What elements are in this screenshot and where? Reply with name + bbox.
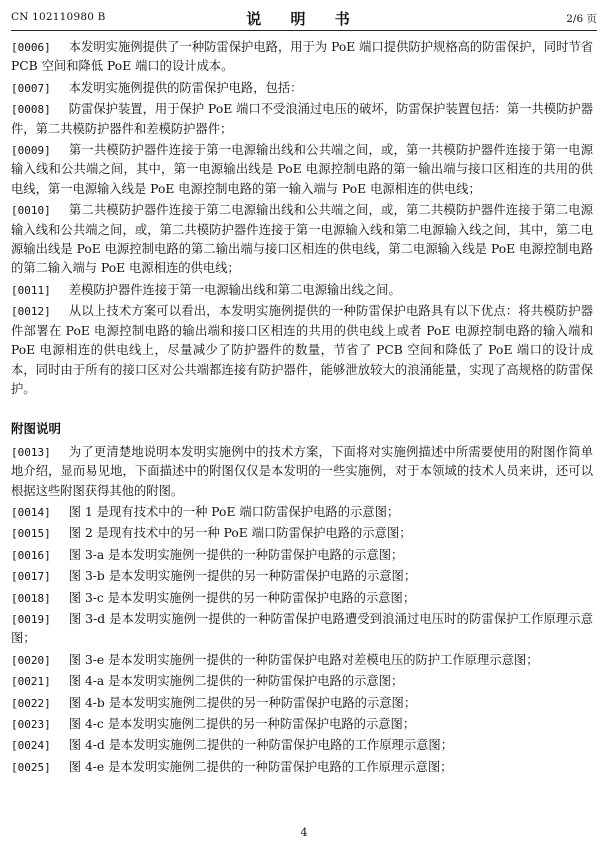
paragraph-text: 图 1 是现有技术中的一种 PoE 端口防雷保护电路的示意图； [68,504,400,519]
paragraph-number: [0009] [11,144,51,158]
paragraph [11,715,593,734]
document-id: CN 102110980 B [11,11,106,23]
paragraph-number: [0018] [11,591,51,605]
paragraph-text: 第二共模防护器件连接于第二电源输出线和公共端之间，或，第二共模防护器件连接于第二电源输入线和公共端之间，或，第二共模防护器件连接于第一电源输入线和第二电源输入线之间，其中，第二电源输出线是 PoE 电源控制电路的第二输出端与接口区相连的供电线，第二电源输入线是 PoE 电源控制电路的第二输入端与 PoE 电源相连的供电线； [11,203,593,276]
paragraph-text: 图 3-c 是本发明实施例一提供的另一种防雷保护电路的示意图； [68,590,416,605]
paragraph [11,141,593,199]
page-number: 4 [300,826,308,839]
paragraph-number: [0024] [11,739,51,753]
paragraph [11,651,593,670]
paragraph-number: [0017] [11,570,51,584]
paragraph [11,503,593,522]
paragraph [11,694,593,713]
paragraph [11,100,593,139]
paragraph-text: 图 2 是现有技术中的另一种 PoE 端口防雷保护电路的示意图； [68,526,412,541]
paragraph-number: [0016] [11,548,51,562]
paragraph-number: [0019] [11,612,51,626]
paragraph-text: 为了更清楚地说明本发明实施例中的技术方案，下面将对实施例描述中所需要使用的附图作简单地介绍，显而易见地，下面描述中的附图仅仅是本发明的一些实施例，对于本领域的技术人员来讲，还可以根据这些附图获得其他的附图。 [11,444,593,498]
paragraph-number: [0025] [11,760,51,774]
paragraph-text: 图 3-a 是本发明实施例一提供的一种防雷保护电路的示意图； [68,547,404,562]
paragraph-text: 图 3-e 是本发明实施例一提供的一种防雷保护电路对差模电压的防护工作原理示意图； [68,652,539,667]
paragraph-text: 图 3-d 是本发明实施例一提供的一种防雷保护电路遭受到浪涌过电压时的防雷保护工作原理示意图； [11,611,593,646]
paragraph-text: 差模防护器件连接于第一电源输出线和第二电源输出线之间。 [68,282,401,297]
paragraph-number: [0010] [11,204,51,218]
page-header [11,8,597,28]
paragraph [11,736,593,755]
paragraph [11,758,593,777]
paragraph-group-summary [11,38,593,399]
document-title: 说 明 书 [246,10,362,28]
paragraph [11,38,593,77]
header-rule [11,30,597,31]
paragraph-text: 第一共模防护器件连接于第一电源输出线和公共端之间，或，第一共模防护器件连接于第一电源输入线和公共端之间，其中，第一电源输出线是 PoE 电源控制电路的第一输出端与接口区相连的共用的供电线，第一电源输入线是 PoE 电源控制电路的第一输入端与 PoE 电源相连的供电线； [11,143,593,196]
paragraph-number: [0013] [11,445,51,459]
paragraph-number: [0021] [11,675,51,689]
paragraph-group-figures [11,443,593,778]
paragraph [11,281,593,300]
paragraph-number: [0007] [11,81,51,95]
paragraph-text: 从以上技术方案可以看出，本发明实施例提供的一种防雷保护电路具有以下优点：将共模防护器件部署在 PoE 电源控制电路的输出端和接口区相连的共用的供电线上或者 PoE 电源控制电路的输入端和 PoE 电源相连的供电线上，尽量减少了防护器件的数量，节省了 PCB 空间和降低了 PoE 端口的设计成本，同时由于所有的接口区对公共端都连接有防护器件，能够泄放较大的浪涌能量，实现了高规格的防雷保护。 [11,304,593,396]
paragraph-text: 图 4-b 是本发明实施例二提供的另一种防雷保护电路的示意图； [68,695,417,710]
paragraph-text: 本发明实施例提供了一种防雷保护电路，用于为 PoE 端口提供防护规格高的防雷保护，同时节省 PCB 空间和降低 PoE 端口的设计成本。 [11,40,593,74]
paragraph-number: [0012] [11,305,51,319]
paragraph [11,672,593,691]
paragraph [11,589,593,608]
paragraph-number: [0014] [11,505,51,519]
paragraph [11,567,593,586]
paragraph-number: [0006] [11,41,51,54]
paragraph [11,79,593,98]
paragraph-text: 图 4-d 是本发明实施例二提供的一种防雷保护电路的工作原理示意图； [68,738,454,753]
paragraph-number: [0015] [11,527,51,541]
paragraph [11,546,593,565]
page-reference: 2/6 页 [566,13,597,25]
paragraph-number: [0023] [11,718,51,731]
paragraph-text: 图 4-c 是本发明实施例二提供的另一种防雷保护电路的示意图； [68,717,416,731]
paragraph-number: [0011] [11,283,51,297]
paragraph [11,524,593,543]
paragraph-text: 图 4-a 是本发明实施例二提供的一种防雷保护电路的示意图； [68,674,404,689]
paragraph [11,610,593,649]
paragraph-text: 图 3-b 是本发明实施例一提供的另一种防雷保护电路的示意图； [68,569,417,584]
paragraph [11,443,593,501]
paragraph [11,201,593,279]
paragraph-text: 图 4-e 是本发明实施例二提供的一种防雷保护电路的工作原理示意图； [68,759,453,774]
section-heading: 附图说明 [11,421,62,437]
document-body [11,38,593,779]
paragraph-number: [0022] [11,696,51,710]
paragraph-text: 本发明实施例提供的防雷保护电路，包括： [68,80,303,95]
paragraph-number: [0020] [11,653,51,667]
paragraph-number: [0008] [11,103,51,117]
paragraph [11,302,593,399]
paragraph-text: 防雷保护装置，用于保护 PoE 端口不受浪涌过电压的破坏，防雷保护装置包括：第一共模防护器件，第二共模防护器件和差模防护器件； [11,102,593,136]
